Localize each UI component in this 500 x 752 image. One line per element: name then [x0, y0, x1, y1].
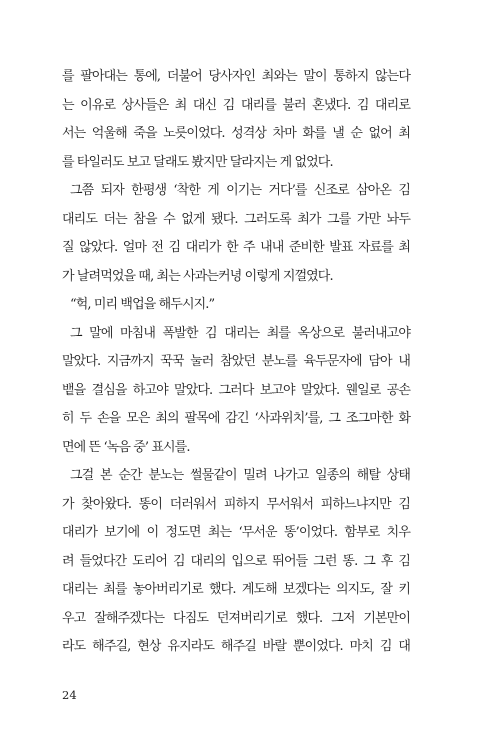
- text-line: 서는 억울해 죽을 노릇이었다. 성격상 차마 화를 낼 순 없어 최: [62, 126, 410, 141]
- text-line: 라도 해주길, 현상 유지라도 해주길 바랄 뿐이었다. 마치 김 대: [62, 639, 410, 654]
- text-line: 대리는 최를 놓아버리기로 했다. 계도해 보겠다는 의지도, 잘 키: [62, 582, 410, 597]
- text-line: 우고 잘해주겠다는 다짐도 던져버리기로 했다. 그저 기본만이: [62, 610, 410, 626]
- text-line: 를 팔아대는 통에, 더불어 당사자인 최와는 말이 통하지 않는다: [62, 69, 410, 84]
- text-line: 그 말에 마침내 폭발한 김 대리는 최를 옥상으로 불러내고야: [70, 325, 410, 341]
- body-text: [62, 63, 410, 662]
- text-line: 가 찾아왔다. 똥이 더러워서 피하지 무서워서 피하느냐지만 김: [62, 496, 410, 512]
- text-line: 히 두 손을 모은 최의 팔목에 감긴 ‘사과위치’를, 그 조그마한 화: [62, 411, 410, 426]
- text-line: 뱉을 결심을 하고야 말았다. 그러다 보고야 말았다. 웬일로 공손: [62, 382, 410, 398]
- text-line: 가 날려먹었을 때, 최는 사과는커녕 이렇게 지껄였다.: [62, 268, 333, 284]
- text-line: 그걸 본 순간 분노는 썰물같이 밀려 나가고 일종의 해탈 상태: [70, 468, 410, 483]
- text-line: 질 않았다. 얼마 전 김 대리가 한 주 내내 준비한 발표 자료를 최: [62, 240, 410, 255]
- page-number: 24: [62, 688, 77, 702]
- text-line: 면에 뜬 ‘녹음 중’ 표시를.: [62, 439, 190, 455]
- text-line: 려 들었다간 도리어 김 대리의 입으로 뛰어들 그런 똥. 그 후 김: [62, 553, 410, 569]
- text-line: 는 이유로 상사들은 최 대신 김 대리를 불러 혼냈다. 김 대리로: [62, 97, 410, 113]
- text-line: 말았다. 지금까지 꾹꾹 눌러 참았던 분노를 육두문자에 담아 내: [62, 354, 410, 369]
- text-line: 그쯤 되자 한평생 ‘착한 게 이기는 거다’를 신조로 삼아온 김: [70, 183, 410, 198]
- text-line: “헉, 미리 백업을 해두시지.”: [70, 297, 215, 312]
- text-line: 를 타일러도 보고 달래도 봤지만 달라지는 게 없었다.: [62, 154, 333, 170]
- text-line: 대리가 보기에 이 정도면 최는 ‘무서운 똥’이었다. 함부로 치우: [62, 525, 410, 540]
- text-line: 대리도 더는 참을 수 없게 됐다. 그러도록 최가 그를 가만 놔두: [62, 211, 410, 227]
